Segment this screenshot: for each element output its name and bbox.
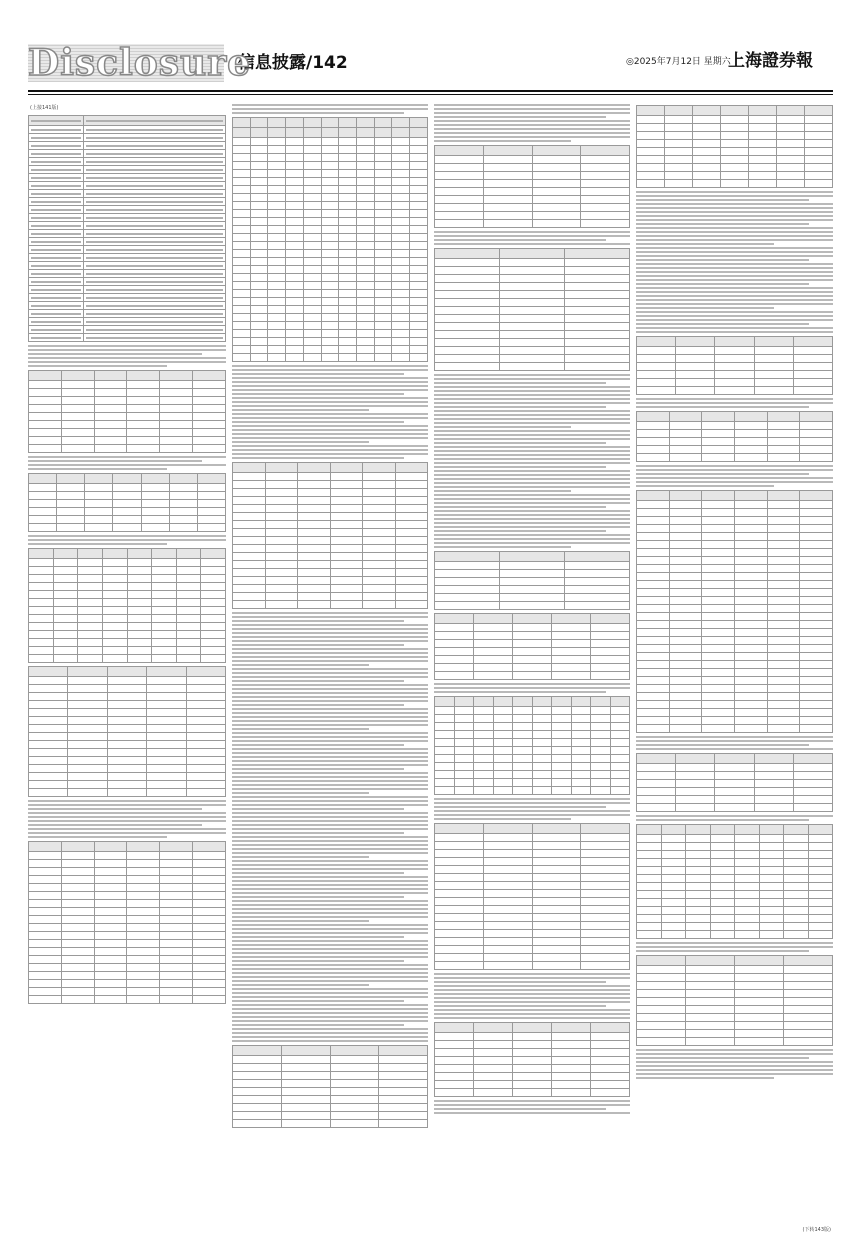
financial-table xyxy=(28,473,226,532)
financial-table xyxy=(232,1045,428,1128)
financial-table xyxy=(434,613,630,680)
disclosure-table xyxy=(434,248,630,371)
financial-table xyxy=(28,548,226,663)
disclosure-table xyxy=(434,145,630,228)
continued-from-label: (上接141版) xyxy=(30,105,59,111)
masthead xyxy=(28,38,833,88)
financial-table xyxy=(636,411,833,462)
financial-table xyxy=(636,753,833,812)
financial-table xyxy=(28,370,226,453)
section-title: 信息披露/142 xyxy=(238,53,348,73)
financial-table xyxy=(232,462,428,609)
column-4 xyxy=(636,102,833,1230)
body-text xyxy=(28,345,226,367)
column-3 xyxy=(434,102,630,1230)
column-1 xyxy=(28,102,226,1230)
column-2 xyxy=(232,102,428,1230)
continued-to-label: (下转143版) xyxy=(802,1227,831,1233)
financial-table xyxy=(636,490,833,733)
financial-table xyxy=(434,551,630,610)
paper-name: 上海證券報 xyxy=(728,51,813,71)
financial-table xyxy=(28,666,226,797)
masthead-rule-thick xyxy=(28,90,833,92)
financial-table xyxy=(434,1022,630,1097)
financial-table xyxy=(636,955,833,1046)
financial-table xyxy=(232,117,428,362)
financial-table xyxy=(434,696,630,795)
financial-table xyxy=(434,823,630,970)
disclosure-table xyxy=(28,115,226,342)
financial-table xyxy=(636,824,833,939)
financial-table xyxy=(636,105,833,188)
financial-table xyxy=(28,841,226,1004)
financial-table xyxy=(636,336,833,395)
dateline: ◎2025年7月12日 星期六 xyxy=(626,57,731,67)
masthead-rule-thin xyxy=(28,94,833,95)
brand-wordmark: Disclosure xyxy=(28,42,252,84)
